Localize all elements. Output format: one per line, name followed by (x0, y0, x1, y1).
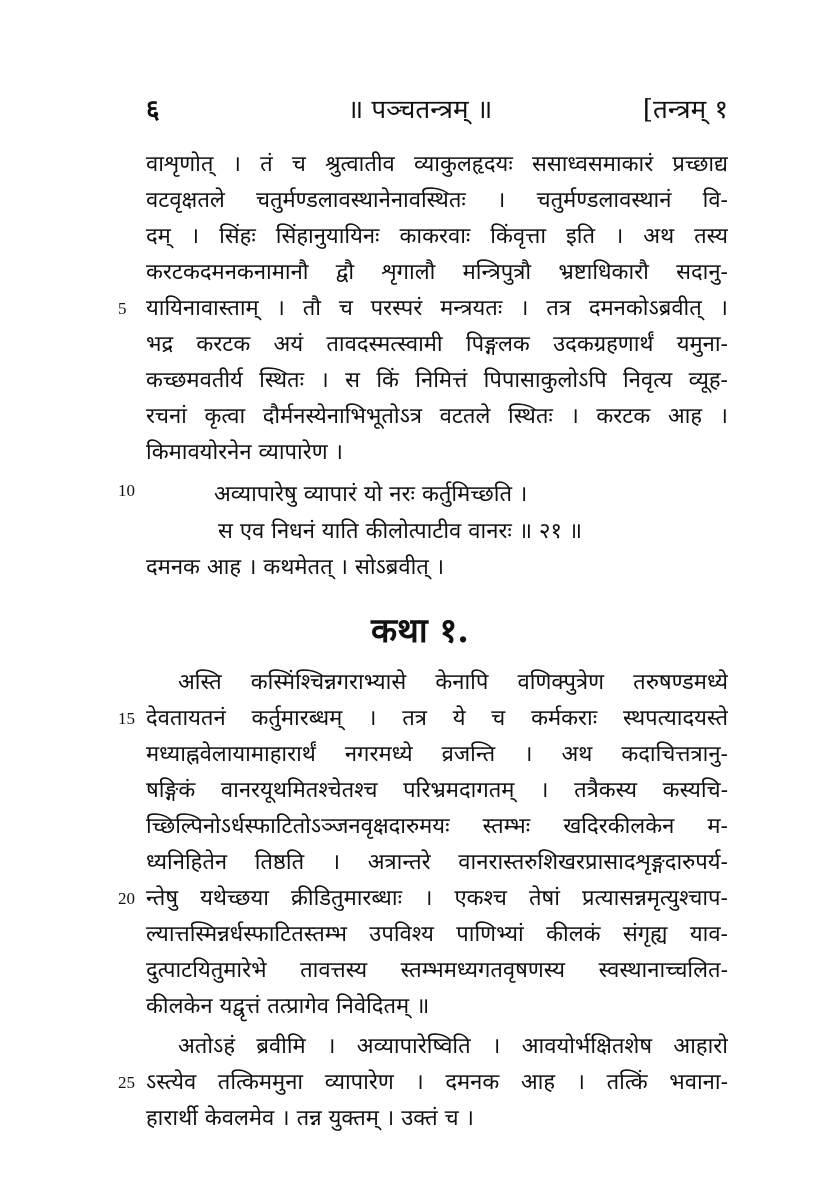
verse-line: स एव निधनं याति कीलोत्पाटीव वानरः ॥ २१ ॥ (218, 519, 583, 544)
text-line: मध्याह्नवेलायामाहारार्थं नगरमध्ये व्रजन्ति । अथ कदाचित्तत्रानु- (146, 742, 728, 767)
text-line: षङ्गिकं वानरयूथमितश्चेतश्च परिभ्रमदागतम् । तत्रैकस्य कस्यचि- (146, 778, 728, 803)
line-number: 25 (118, 1073, 135, 1092)
line-number: 5 (118, 299, 127, 318)
text-line: कीलकेन यद्वृत्तं तत्प्रागेव निवेदितम् ॥ (146, 994, 430, 1019)
text-line: वटवृक्षतले चतुर्मण्डलावस्थानेनावस्थितः । चतुर्मण्डलावस्थानं वि- (146, 188, 728, 213)
line-number: 15 (118, 709, 135, 728)
line-number: 10 (118, 481, 135, 500)
text-line: च्छिल्पिनोऽर्धस्फाटितोऽञ्जनवृक्षदारुमयः स्तम्भः खदिरकीलकेन म- (146, 814, 728, 839)
text-line: करटकदमनकनामानौ द्वौ शृगालौ मन्त्रिपुत्रौ भ्रष्टाधिकारौ सदानु- (146, 260, 728, 285)
text-line: ऽस्त्येव तत्किममुना व्यापारेण । दमनक आह । तत्किं भवाना- (146, 1070, 728, 1095)
text-line: ल्यात्तस्मिन्नर्धस्फाटितस्तम्भ उपविश्य पाणिभ्यां कीलकं संगृह्य याव- (146, 922, 728, 947)
text-line: दमनक आह । कथमेतत् । सोऽब्रवीत् । (146, 555, 445, 580)
text-line: ध्यनिहितेन तिष्ठति । अत्रान्तरे वानरास्तरुशिखरप्रासादशृङ्गदारुपर्य- (146, 850, 728, 875)
text-line: भद्र करटक अयं तावदस्मत्स्वामी पिङ्गलक उदकग्रहणार्थं यमुना- (146, 332, 728, 357)
text-line: अस्ति कस्मिंश्चिन्नगराभ्यासे केनापि वणिक्पुत्रेण तरुषण्डमध्ये (178, 670, 728, 695)
text-line: वाशृणोत् । तं च श्रुत्वातीव व्याकुलहृदयः ससाध्वसमाकारं प्रच्छाद्य (146, 152, 728, 177)
text-line: दम् । सिंहः सिंहानुयायिनः काकरवाः किंवृत्ता इति । अथ तस्य (146, 224, 728, 249)
text-line: किमावयोरनेन व्यापारेण । (146, 440, 343, 465)
line-number: 20 (118, 889, 135, 908)
text-line: यायिनावास्ताम् । तौ च परस्परं मन्त्रयतः । तत्र दमनकोऽब्रवीत् । (146, 296, 728, 321)
story-heading: कथा १. (371, 611, 469, 651)
running-title: ॥ पञ्चतन्त्रम् ॥ (347, 95, 493, 125)
verse-line: अव्यापारेषु व्यापारं यो नरः कर्तुमिच्छति । (214, 482, 528, 507)
text-line: रचनां कृत्वा दौर्मनस्येनाभिभूतोऽत्र वटतले स्थितः । करटक आह । (146, 404, 728, 429)
text-line: न्तेषु यथेच्छया क्रीडितुमारब्धाः । एकश्च तेषां प्रत्यासन्नमृत्युश्चाप- (146, 886, 728, 911)
section-label: [तन्त्रम् १ (642, 95, 728, 125)
running-header (0, 90, 840, 130)
page-number: ६ (146, 95, 160, 125)
text-line: कच्छमवतीर्य स्थितः । स किं निमित्तं पिपासाकुलोऽपि निवृत्य व्यूह- (146, 368, 728, 393)
text-line: दुत्पाटयितुमारेभे तावत्तस्य स्तम्भमध्यगतवृषणस्य स्वस्थानाच्चलित- (146, 958, 728, 983)
text-line: अतोऽहं ब्रवीमि । अव्यापारेष्विति । आवयोर्भक्षितशेष आहारो (178, 1034, 728, 1059)
text-line: हारार्थी केवलमेव । तन्न युक्तम् । उक्तं च । (146, 1106, 474, 1131)
text-line: देवतायतनं कर्तुमारब्धम् । तत्र ये च कर्मकराः स्थपत्यादयस्ते (146, 706, 728, 731)
